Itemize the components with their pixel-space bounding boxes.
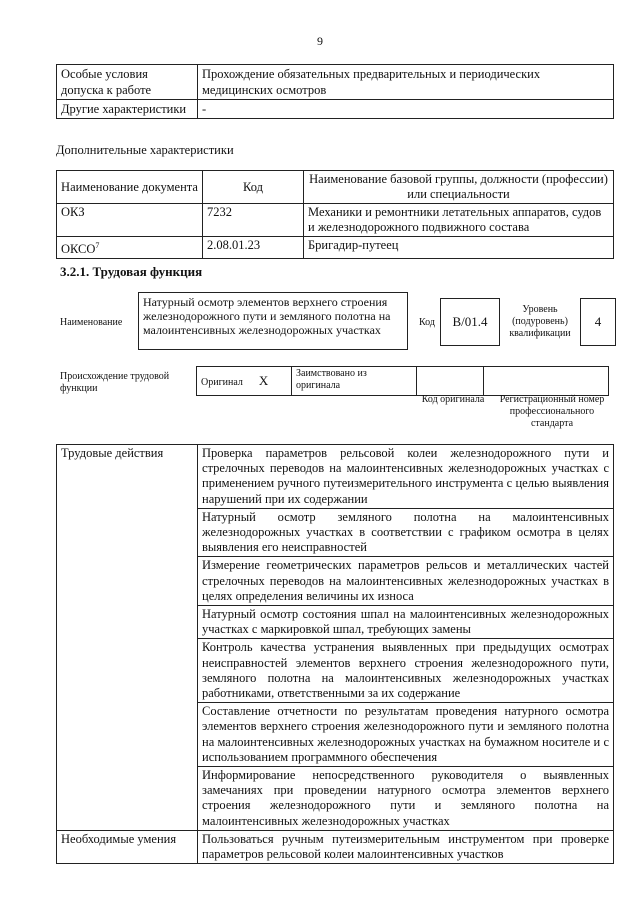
function-name: Натурный осмотр элементов верхнего строения железнодорожного пути и земляного полотна на малоинтенсивных железнодорожных участках	[138, 292, 408, 350]
column-header: Код	[203, 171, 304, 204]
action-item: Составление отчетности по результатам проведения натурного осмотра элементов верхнего строения железнодорожного пути и земляного полотна на малоинтенсивных железнодорожных участках на бумажном носителе и с использованием программного обеспечения	[198, 703, 614, 767]
skills-label: Необходимые умения	[57, 830, 198, 863]
footnote-mark: 7	[95, 241, 100, 250]
column-header: Наименование документа	[57, 171, 203, 204]
level-label: Уровень (подуровень) квалификации	[509, 304, 571, 339]
reg-number-cell	[484, 367, 609, 396]
table-row	[57, 100, 614, 119]
action-item: Проверка параметров рельсовой колеи железнодорожного пути и стрелочных переводов на малоинтенсивных железнодорожных участках с применением ручного путеизмерительного инструмента с целью выявления нарушений при их содержании	[198, 445, 614, 509]
reg-caption: Регистрационный номер профессионального стандарта	[499, 394, 605, 429]
name-cell: Механики и ремонтники летательных аппаратов, судов и железнодорожного подвижного состава	[304, 204, 614, 237]
qualification-level: 4	[580, 298, 616, 346]
origin-table	[196, 366, 609, 396]
code-cell: 7232	[203, 204, 304, 237]
condition-label: Особые условия допуска к работе	[57, 65, 198, 100]
table-row	[57, 445, 614, 509]
function-title: 3.2.1. Трудовая функция	[60, 264, 203, 279]
code-label: Код	[419, 317, 435, 328]
doc-text: ОКСО	[61, 242, 96, 257]
condition-label: Другие характеристики	[57, 100, 198, 119]
table-row	[197, 367, 609, 396]
action-item: Измерение геометрических параметров рельсов и металлических частей стрелочных переводов на малоинтенсивных железнодорожных участках в целях определения величины их износа	[198, 557, 614, 606]
code-cell: 2.08.01.23	[203, 237, 304, 259]
original-cell	[197, 367, 292, 396]
page-number: 9	[317, 34, 323, 48]
condition-value: -	[198, 100, 614, 119]
action-item: Информирование непосредственного руководителя о выявленных замечаниях при проведении натурного осмотра элементов верхнего строения железнодорожного пути и земляного полотна на малоинтенсивных железнодорожных участках	[198, 767, 614, 831]
table-row	[57, 204, 614, 237]
table-row	[57, 830, 614, 863]
origin-label: Происхождение трудовой функции	[60, 371, 170, 394]
original-mark: X	[258, 373, 269, 388]
action-item: Натурный осмотр земляного полотна на малоинтенсивных железнодорожных участках в соответствии с графиком осмотра в целях выявления его неисправностей	[198, 508, 614, 557]
name-cell: Бригадир-путеец	[304, 237, 614, 259]
name-label: Наименование	[60, 317, 123, 328]
table-row	[57, 237, 614, 259]
function-details-table	[56, 444, 614, 864]
function-code: В/01.4	[440, 298, 500, 346]
doc-cell: ОКЗ	[57, 204, 203, 237]
column-header: Наименование базовой группы, должности (профессии) или специальности	[304, 171, 614, 204]
action-item: Натурный осмотр состояния шпал на малоинтенсивных железнодорожных участках с маркировкой шпал, требующих замены	[198, 606, 614, 639]
conditions-table	[56, 64, 614, 119]
table-header-row	[57, 171, 614, 204]
action-item: Контроль качества устранения выявленных при предыдущих осмотрах неисправностей элементов верхнего строения железнодорожного пути, земляного полотна на малоинтенсивных железнодорожных участках работниками, ответственными за их содержание	[198, 639, 614, 703]
original-code-cell	[417, 367, 484, 396]
condition-value: Прохождение обязательных предварительных и периодических медицинских осмотров	[198, 65, 614, 100]
original-label: Оригинал	[201, 377, 243, 388]
table-row	[57, 65, 614, 100]
additional-table	[56, 170, 614, 259]
doc-cell	[57, 237, 203, 259]
section-title: Дополнительные характеристики	[56, 143, 234, 157]
actions-label: Трудовые действия	[57, 445, 198, 831]
skill-item: Пользоваться ручным путеизмерительным инструментом при проверке параметров рельсовой колеи малоинтенсивных участков	[198, 830, 614, 863]
code-caption: Код оригинала	[421, 394, 485, 405]
borrowed-label: Заимствовано из оригинала	[292, 367, 417, 396]
